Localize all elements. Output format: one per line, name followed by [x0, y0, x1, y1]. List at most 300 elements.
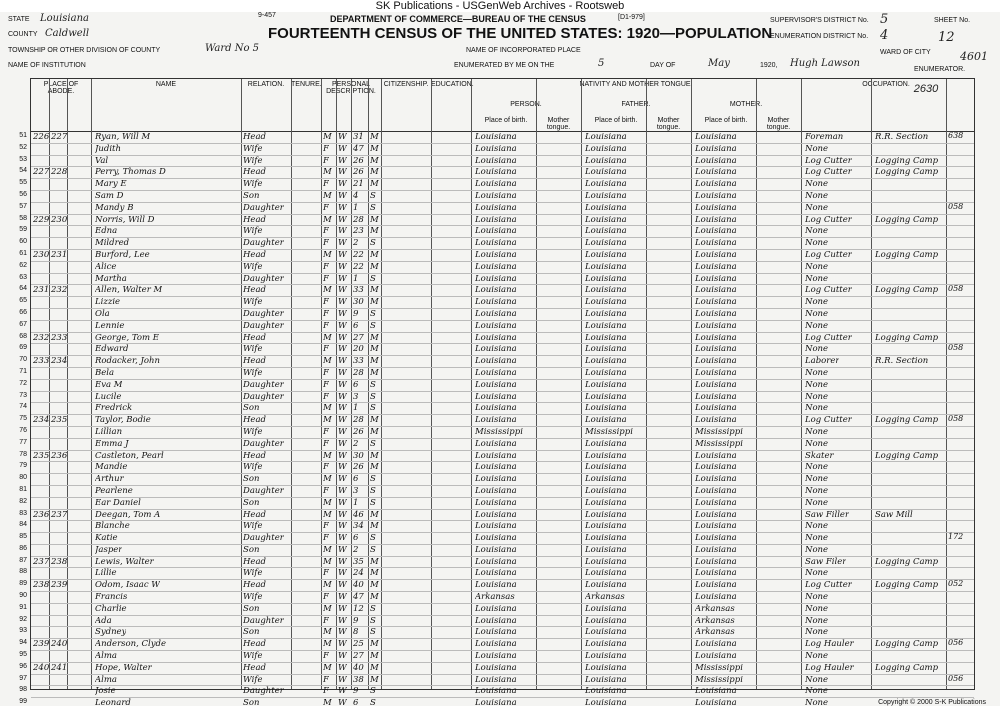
relation: Wife	[243, 521, 263, 532]
birthplace-mother: Louisiana	[695, 344, 737, 355]
birthplace-mother: Mississippi	[695, 426, 743, 437]
family-number: 238	[51, 556, 68, 567]
race: W	[338, 426, 347, 437]
line-number: 86	[19, 544, 27, 552]
race: W	[338, 438, 347, 449]
line-number: 78	[19, 450, 27, 458]
birthplace-father: Louisiana	[585, 450, 627, 461]
birthplace-father: Louisiana	[585, 214, 627, 225]
birthplace-person: Louisiana	[475, 450, 517, 461]
race: W	[338, 367, 347, 378]
race: W	[338, 474, 347, 485]
table-row	[19, 438, 974, 451]
table-row	[19, 332, 974, 345]
birthplace-person: Louisiana	[475, 686, 517, 697]
person-name: Val	[95, 155, 109, 166]
line-number: 54	[19, 167, 27, 175]
race: W	[338, 639, 347, 650]
age: 35	[353, 556, 364, 567]
relation: Head	[243, 556, 266, 567]
relation: Daughter	[243, 438, 284, 449]
sex: M	[323, 285, 332, 296]
sex: M	[323, 603, 332, 614]
birthplace-mother: Louisiana	[695, 568, 737, 579]
person-name: Taylor, Bodie	[95, 415, 151, 426]
birthplace-father: Louisiana	[585, 202, 627, 213]
relation: Head	[243, 249, 266, 260]
birthplace-father: Louisiana	[585, 580, 627, 591]
age: 8	[353, 627, 359, 638]
person-name: Mary E	[95, 179, 127, 190]
birthplace-father: Louisiana	[585, 639, 627, 650]
occupation: None	[805, 179, 829, 190]
relation: Head	[243, 332, 266, 343]
birthplace-mother: Louisiana	[695, 544, 737, 555]
relation: Daughter	[243, 485, 284, 496]
race: W	[338, 686, 347, 697]
relation: Son	[243, 698, 260, 706]
relation: Daughter	[243, 615, 284, 626]
person-name: Mildred	[95, 238, 130, 249]
sex: F	[323, 308, 329, 319]
enum-district-value: 4	[880, 28, 889, 43]
birthplace-mother: Louisiana	[695, 391, 737, 402]
header-tongue-mother: Mother tongue.	[766, 117, 791, 131]
age: 26	[353, 155, 364, 166]
line-number: 64	[19, 285, 27, 293]
relation: Head	[243, 356, 266, 367]
person-name: Castleton, Pearl	[95, 450, 164, 461]
marital-status: S	[370, 474, 376, 485]
marital-status: S	[370, 698, 376, 706]
line-number: 80	[19, 474, 27, 482]
sex: M	[323, 450, 332, 461]
race: W	[338, 261, 347, 272]
marital-status: M	[370, 179, 379, 190]
age: 22	[353, 261, 364, 272]
birthplace-person: Louisiana	[475, 521, 517, 532]
birthplace-mother: Louisiana	[695, 179, 737, 190]
birthplace-person: Louisiana	[475, 297, 517, 308]
institution-label: NAME OF INSTITUTION	[8, 62, 86, 69]
marital-status: M	[370, 639, 379, 650]
birthplace-mother: Louisiana	[695, 639, 737, 650]
birthplace-mother: Louisiana	[695, 155, 737, 166]
house-number: 226	[33, 132, 50, 142]
line-number: 79	[19, 462, 27, 470]
relation: Wife	[243, 674, 263, 685]
age: 21	[353, 179, 364, 190]
line-number: 84	[19, 521, 27, 529]
person-name: George, Tom E	[95, 332, 159, 343]
margin-note: 058	[948, 201, 964, 211]
person-name: Alma	[95, 651, 117, 662]
birthplace-mother: Louisiana	[695, 202, 737, 213]
birthplace-mother: Louisiana	[695, 249, 737, 260]
house-number: 233	[33, 356, 50, 367]
birthplace-mother: Louisiana	[695, 214, 737, 225]
line-number: 65	[19, 297, 27, 305]
birthplace-mother: Louisiana	[695, 261, 737, 272]
table-row	[19, 403, 974, 415]
birthplace-mother: Louisiana	[695, 308, 737, 319]
race: W	[338, 521, 347, 532]
birthplace-person: Louisiana	[475, 615, 517, 626]
occupation: None	[805, 261, 829, 272]
marital-status: M	[370, 297, 379, 308]
birthplace-father: Louisiana	[585, 273, 627, 284]
margin-note: 056	[948, 638, 964, 648]
birthplace-father: Louisiana	[585, 379, 627, 390]
family-number: 230	[51, 214, 68, 225]
birthplace-person: Louisiana	[475, 226, 517, 237]
sex: F	[323, 462, 329, 473]
birthplace-father: Louisiana	[585, 143, 627, 154]
person-name: Ada	[95, 615, 112, 626]
relation: Head	[243, 580, 266, 591]
birthplace-mother: Louisiana	[695, 273, 737, 284]
family-number: 232	[51, 285, 68, 296]
census-title: FOURTEENTH CENSUS OF THE UNITED STATES: 1920—POPULATION	[268, 25, 773, 42]
house-number: 236	[33, 509, 50, 520]
sex: F	[323, 521, 329, 532]
person-name: Lewis, Walter	[95, 556, 154, 567]
occupation: None	[805, 438, 829, 449]
marital-status: S	[370, 438, 376, 449]
birthplace-father: Louisiana	[585, 651, 627, 662]
race: W	[338, 379, 347, 390]
birthplace-mother: Arkansas	[695, 615, 735, 626]
birthplace-mother: Louisiana	[695, 698, 737, 706]
age: 30	[353, 450, 364, 461]
birthplace-person: Louisiana	[475, 332, 517, 343]
birthplace-father: Louisiana	[585, 674, 627, 685]
family-number: 233	[51, 332, 68, 343]
table-row	[19, 556, 974, 569]
relation: Wife	[243, 367, 263, 378]
sex: F	[323, 261, 329, 272]
header-name: NAME	[155, 81, 177, 88]
relation: Wife	[243, 426, 263, 437]
township-value: Ward No 5	[205, 43, 260, 54]
sex: F	[323, 592, 329, 603]
birthplace-person: Louisiana	[475, 367, 517, 378]
age: 47	[353, 592, 364, 603]
line-number: 58	[19, 214, 27, 222]
birthplace-mother: Louisiana	[695, 450, 737, 461]
birthplace-father: Louisiana	[585, 615, 627, 626]
sex: M	[323, 509, 332, 520]
marital-status: M	[370, 344, 379, 355]
age: 34	[353, 521, 364, 532]
occupation: None	[805, 544, 829, 555]
marital-status: M	[370, 662, 379, 673]
birthplace-father: Louisiana	[585, 308, 627, 319]
column-header-band	[31, 79, 974, 132]
age: 3	[353, 391, 359, 402]
birthplace-person: Louisiana	[475, 155, 517, 166]
birthplace-father: Louisiana	[585, 132, 627, 142]
age: 40	[353, 662, 364, 673]
birthplace-father: Louisiana	[585, 509, 627, 520]
birthplace-father: Louisiana	[585, 698, 627, 706]
sex: M	[323, 332, 332, 343]
birthplace-mother: Louisiana	[695, 580, 737, 591]
birthplace-person: Louisiana	[475, 627, 517, 638]
table-row	[19, 226, 974, 238]
relation: Son	[243, 497, 260, 508]
birthplace-mother: Louisiana	[695, 686, 737, 697]
header-pob-person: Place of birth.	[484, 117, 528, 124]
ward-label: WARD OF CITY	[880, 49, 931, 56]
marital-status: S	[370, 615, 376, 626]
marital-status: M	[370, 556, 379, 567]
sheet-label: SHEET No.	[934, 17, 971, 24]
table-row	[19, 592, 974, 604]
occupation: None	[805, 615, 829, 626]
age: 2	[353, 438, 359, 449]
marital-status: S	[370, 497, 376, 508]
sex: M	[323, 556, 332, 567]
race: W	[338, 226, 347, 237]
enumerator-label: ENUMERATOR.	[914, 66, 966, 73]
birthplace-mother: Louisiana	[695, 332, 737, 343]
birthplace-mother: Louisiana	[695, 132, 737, 142]
birthplace-person: Louisiana	[475, 438, 517, 449]
relation: Daughter	[243, 391, 284, 402]
birthplace-person: Louisiana	[475, 132, 517, 142]
age: 26	[353, 426, 364, 437]
race: W	[338, 403, 347, 414]
person-name: Charlie	[95, 603, 127, 614]
birthplace-person: Louisiana	[475, 474, 517, 485]
marital-status: M	[370, 285, 379, 296]
header-nativity: NATIVITY AND MOTHER TONGUE.	[579, 81, 693, 88]
birthplace-person: Louisiana	[475, 391, 517, 402]
age: 47	[353, 143, 364, 154]
relation: Wife	[243, 592, 263, 603]
race: W	[338, 249, 347, 260]
table-row	[19, 143, 974, 156]
birthplace-person: Louisiana	[475, 403, 517, 414]
line-number: 88	[19, 568, 27, 576]
occupation: Log Cutter	[805, 332, 852, 343]
birthplace-father: Louisiana	[585, 249, 627, 260]
form-code: [D1-979]	[618, 14, 645, 21]
person-name: Katie	[95, 533, 118, 544]
birthplace-person: Louisiana	[475, 190, 517, 201]
person-name: Edna	[95, 226, 118, 237]
month-value: May	[708, 58, 730, 69]
occupation: None	[805, 143, 829, 154]
birthplace-person: Louisiana	[475, 674, 517, 685]
relation: Head	[243, 415, 266, 426]
birthplace-father: Louisiana	[585, 320, 627, 331]
table-row	[19, 686, 974, 698]
line-number: 52	[19, 143, 27, 151]
marital-status: M	[370, 226, 379, 237]
line-number: 75	[19, 415, 27, 423]
birthplace-mother: Louisiana	[695, 533, 737, 544]
race: W	[338, 509, 347, 520]
birthplace-mother: Louisiana	[695, 367, 737, 378]
relation: Head	[243, 167, 266, 178]
line-number: 95	[19, 651, 27, 659]
table-row	[19, 662, 974, 675]
occupation: Log Hauler	[805, 662, 854, 673]
family-number: 236	[51, 450, 68, 461]
industry: Logging Camp	[875, 662, 939, 673]
relation: Wife	[243, 462, 263, 473]
sex: F	[323, 438, 329, 449]
birthplace-person: Louisiana	[475, 273, 517, 284]
sex: F	[323, 686, 329, 697]
relation: Head	[243, 285, 266, 296]
birthplace-mother: Louisiana	[695, 474, 737, 485]
table-row	[19, 167, 974, 179]
family-number: 234	[51, 356, 68, 367]
race: W	[338, 450, 347, 461]
birthplace-father: Louisiana	[585, 356, 627, 367]
table-row	[19, 155, 974, 168]
line-number: 82	[19, 497, 27, 505]
age: 12	[353, 603, 364, 614]
sex: M	[323, 249, 332, 260]
line-number: 85	[19, 533, 27, 541]
age: 28	[353, 214, 364, 225]
sex: F	[323, 485, 329, 496]
sex: M	[323, 662, 332, 673]
marital-status: M	[370, 509, 379, 520]
line-number: 89	[19, 580, 27, 588]
line-number: 98	[19, 686, 27, 694]
header-abode: PLACE OF ABODE.	[43, 81, 79, 95]
table-row	[19, 580, 974, 592]
sex: M	[323, 356, 332, 367]
race: W	[338, 214, 347, 225]
birthplace-person: Louisiana	[475, 533, 517, 544]
relation: Wife	[243, 651, 263, 662]
sex: F	[323, 367, 329, 378]
family-number: 228	[51, 167, 68, 178]
birthplace-mother: Louisiana	[695, 226, 737, 237]
birthplace-person: Louisiana	[475, 143, 517, 154]
marital-status: M	[370, 143, 379, 154]
enumerator-value: Hugh Lawson	[790, 58, 860, 69]
line-number: 57	[19, 202, 27, 210]
birthplace-mother: Louisiana	[695, 167, 737, 178]
birthplace-mother: Arkansas	[695, 627, 735, 638]
line-number: 81	[19, 485, 27, 493]
birthplace-father: Louisiana	[585, 415, 627, 426]
birthplace-father: Arkansas	[585, 592, 625, 603]
race: W	[338, 627, 347, 638]
sex: F	[323, 202, 329, 213]
birthplace-mother: Louisiana	[695, 143, 737, 154]
family-number: 235	[51, 415, 68, 426]
relation: Wife	[243, 261, 263, 272]
birthplace-person: Louisiana	[475, 356, 517, 367]
line-number: 61	[19, 249, 27, 257]
marital-status: S	[370, 320, 376, 331]
marital-status: M	[370, 592, 379, 603]
age: 1	[353, 497, 359, 508]
marital-status: M	[370, 155, 379, 166]
birthplace-mother: Louisiana	[695, 592, 737, 603]
birthplace-father: Louisiana	[585, 603, 627, 614]
race: W	[338, 143, 347, 154]
person-name: Rodacker, John	[95, 356, 160, 367]
industry: Logging Camp	[875, 639, 939, 650]
table-row	[19, 544, 974, 557]
table-row	[19, 297, 974, 309]
birthplace-father: Louisiana	[585, 474, 627, 485]
line-number: 51	[19, 132, 27, 139]
marital-status: S	[370, 308, 376, 319]
age: 6	[353, 533, 359, 544]
birthplace-person: Louisiana	[475, 544, 517, 555]
age: 25	[353, 639, 364, 650]
occupation: Saw Filler	[805, 509, 850, 520]
relation: Daughter	[243, 308, 284, 319]
birthplace-mother: Louisiana	[695, 497, 737, 508]
line-number: 77	[19, 438, 27, 446]
header-tongue-father: Mother tongue.	[656, 117, 681, 131]
birthplace-father: Louisiana	[585, 497, 627, 508]
table-row	[19, 379, 974, 392]
birthplace-person: Louisiana	[475, 580, 517, 591]
birthplace-person: Louisiana	[475, 167, 517, 178]
sex: F	[323, 344, 329, 355]
occupation: None	[805, 226, 829, 237]
table-row	[19, 308, 974, 321]
header-pob-mother: Place of birth.	[704, 117, 748, 124]
birthplace-father: Louisiana	[585, 485, 627, 496]
table-row	[19, 261, 974, 274]
age: 26	[353, 462, 364, 473]
age: 6	[353, 698, 359, 706]
industry: Logging Camp	[875, 214, 939, 225]
marital-status: M	[370, 450, 379, 461]
birthplace-person: Louisiana	[475, 202, 517, 213]
birthplace-father: Louisiana	[585, 686, 627, 697]
family-number: 239	[51, 580, 68, 591]
marital-status: S	[370, 627, 376, 638]
industry: Logging Camp	[875, 249, 939, 260]
header-person: PERSON.	[510, 101, 542, 108]
occupation: Log Cutter	[805, 214, 852, 225]
age: 1	[353, 403, 359, 414]
watermark-banner: SK Publications - USGenWeb Archives - Rootsweb	[0, 0, 1000, 12]
birthplace-person: Louisiana	[475, 497, 517, 508]
margin-note: 058	[948, 343, 964, 353]
occupation: None	[805, 391, 829, 402]
table-row	[19, 462, 974, 474]
race: W	[338, 273, 347, 284]
sex: M	[323, 580, 332, 591]
sex: M	[323, 474, 332, 485]
table-row	[19, 533, 974, 545]
corner-number: 4601	[960, 50, 988, 63]
race: W	[338, 568, 347, 579]
occupation: None	[805, 426, 829, 437]
birthplace-mother: Louisiana	[695, 238, 737, 249]
relation: Wife	[243, 568, 263, 579]
occupation: None	[805, 190, 829, 201]
birthplace-mother: Louisiana	[695, 651, 737, 662]
marital-status: S	[370, 603, 376, 614]
birthplace-person: Louisiana	[475, 320, 517, 331]
